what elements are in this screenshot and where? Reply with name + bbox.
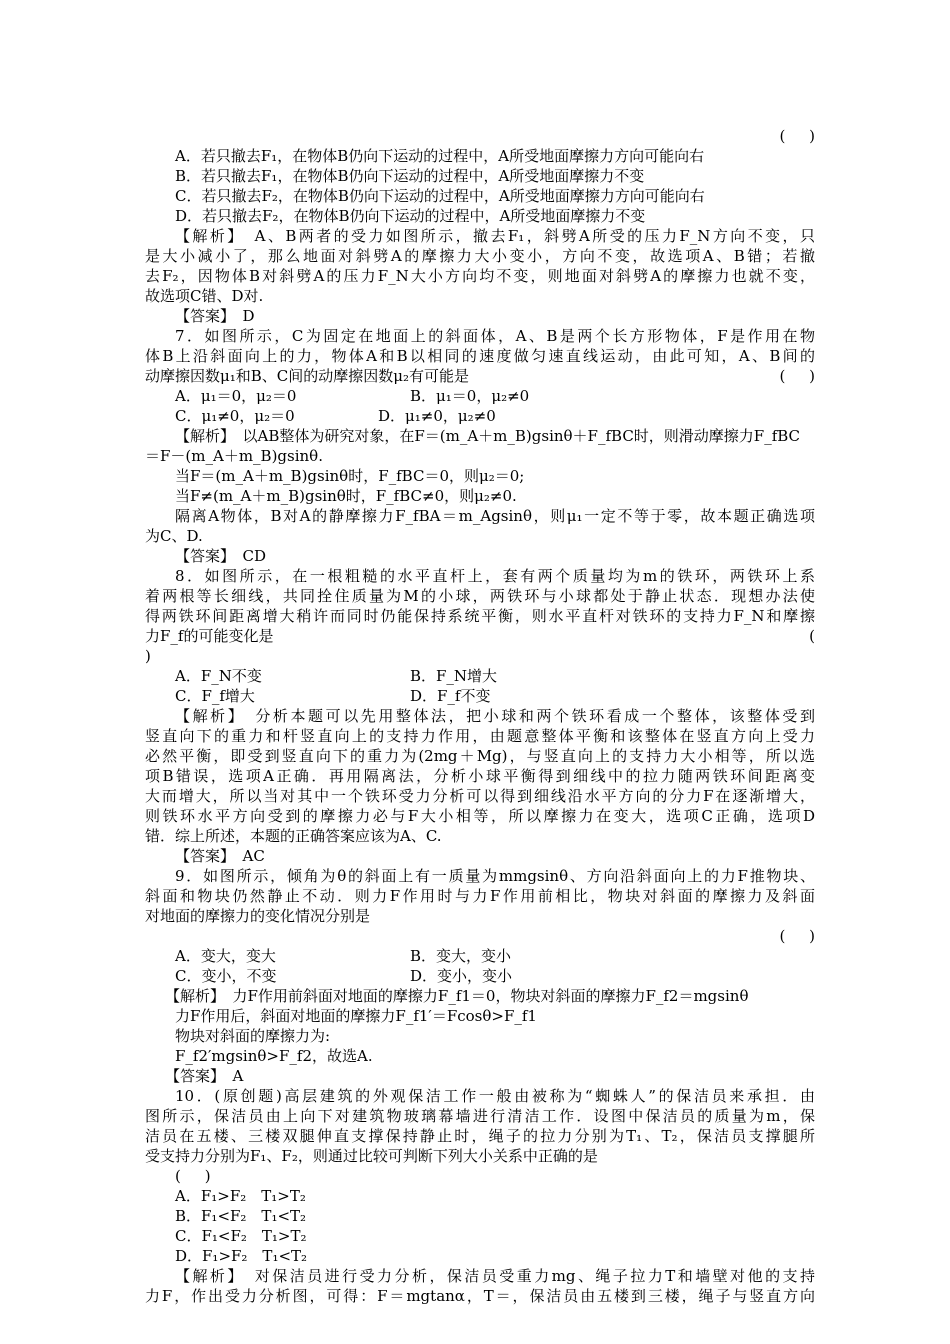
option-a: A．若只撤去F₁，在物体B仍向下运动的过程中，A所受地面摩擦力方向可能向右 xyxy=(175,147,705,165)
answer-line: 【答案】 AC xyxy=(175,847,265,865)
question-line: 对地面的摩擦力的变化情况分别是 xyxy=(145,907,371,925)
analysis-line: 则铁环水平方向受到的摩擦力必与F大小相等，所以摩擦力在变大，选项C正确，选项D xyxy=(145,807,815,825)
question-line: 10．(原创题)高层建筑的外观保洁工作一般由被称为“蜘蛛人”的保洁员来承担．由 xyxy=(175,1087,815,1105)
option-d: D．F₁>F₂ T₁<T₂ xyxy=(175,1247,308,1265)
question-line: 受支持力分别为F₁、F₂，则通过比较可判断下列大小关系中正确的是 xyxy=(145,1147,598,1165)
option-b: B．μ₁＝0，μ₂≠0 xyxy=(410,387,530,405)
analysis-line: 【解析】 力F作用前斜面对地面的摩擦力F_f1＝0，物块对斜面的摩擦力F_f2＝mgsinθ xyxy=(165,987,749,1005)
answer-bracket-close: ) xyxy=(145,647,151,665)
answer-line: 【答案】 CD xyxy=(175,547,267,565)
answer-bracket: ( ) xyxy=(175,1167,211,1185)
analysis-line: 是大小减小了，那么地面对斜劈A的摩擦力大小变小，方向不变，故选项A、B错；若撤 xyxy=(145,247,815,265)
analysis-line: 竖直向下的重力和杆竖直向上的支持力作用，由题意整体平衡和该整体在竖直方向上受力 xyxy=(145,727,815,745)
question-line: 得两铁环间距离增大稍许而同时仍能保持系统平衡，则水平直杆对铁环的支持力F_N和摩擦 xyxy=(145,607,815,625)
option-a: A．变大，变大 xyxy=(175,947,276,965)
analysis-line: 必然平衡，即受到竖直向下的重力为(2mg＋Mg)，与竖直向上的支持力大小相等，所以选 xyxy=(145,747,815,765)
analysis-line: F_f2′mgsinθ>F_f2，故选A. xyxy=(175,1047,373,1065)
option-b: B．变大，变小 xyxy=(410,947,512,965)
option-b: B．F₁<F₂ T₁<T₂ xyxy=(175,1207,307,1225)
option-d: D．μ₁≠0，μ₂≠0 xyxy=(378,407,496,425)
analysis-line: 【解析】 对保洁员进行受力分析，保洁员受重力mg、绳子拉力T和墙壁对他的支持 xyxy=(175,1267,815,1285)
question-line: 7．如图所示，C为固定在地面上的斜面体，A、B是两个长方形物体，F是作用在物 xyxy=(175,327,815,345)
question-line: 动摩擦因数μ₁和B、C间的动摩擦因数μ₂有可能是 xyxy=(145,367,470,385)
analysis-line: 【解析】 分析本题可以先用整体法，把小球和两个铁环看成一个整体，该整体受到 xyxy=(175,707,815,725)
analysis-line: 项B错误，选项A正确．再用隔离法，分析小球平衡得到细线中的拉力随两铁环间距离变 xyxy=(145,767,815,785)
option-c: C．F₁<F₂ T₁>T₂ xyxy=(175,1227,307,1245)
question-line: 图所示，保洁员由上向下对建筑物玻璃幕墙进行清洁工作．设图中保洁员的质量为m，保 xyxy=(145,1107,815,1125)
question-line: 洁员在五楼、三楼双腿伸直支撑保持静止时，绳子的拉力分别为T₁、T₂，保洁员支撑腿所 xyxy=(145,1127,815,1145)
analysis-line: 隔离A物体，B对A的静摩擦力F_fBA＝m_Agsinθ，则μ₁一定不等于零，故本题正确选项 xyxy=(175,507,815,525)
analysis-line: 【解析】 以AB整体为研究对象，在F＝(m_A＋m_B)gsinθ＋F_fBC时，则滑动摩擦力F_fBC xyxy=(175,427,801,445)
analysis-line: 当F＝(m_A＋m_B)gsinθ时，F_fBC＝0，则μ₂＝0; xyxy=(175,467,525,485)
option-c: C．F_f增大 xyxy=(175,687,255,705)
option-a: A．F_N不变 xyxy=(175,667,262,685)
answer-bracket: ( ) xyxy=(779,127,815,145)
option-c: C．变小，不变 xyxy=(175,967,277,985)
question-line: 着两根等长细线，共同拴住质量为M的小球，两铁环与小球都处于静止状态．现想办法使 xyxy=(145,587,815,605)
answer-bracket: ( ) xyxy=(779,367,815,385)
analysis-line: 错．综上所述，本题的正确答案应该为A、C. xyxy=(145,827,442,845)
analysis-line: 当F≠(m_A＋m_B)gsinθ时，F_fBC≠0，则μ₂≠0. xyxy=(175,487,517,505)
question-line: 力F_f的可能变化是 xyxy=(145,627,274,645)
option-b: B．若只撤去F₁，在物体B仍向下运动的过程中，A所受地面摩擦力不变 xyxy=(175,167,645,185)
analysis-line: 去F₂，因物体B对斜劈A的压力F_N大小方向均不变，则地面对斜劈A的摩擦力也就不变， xyxy=(145,267,815,285)
analysis-line: 大而增大，所以当对其中一个铁环受力分析可以得到细线沿水平方向的分力F在逐渐增大， xyxy=(145,787,815,805)
analysis-line: 力F作用后，斜面对地面的摩擦力F_f1′＝Fcosθ>F_f1 xyxy=(175,1007,537,1025)
answer-bracket: ( ) xyxy=(779,927,815,945)
analysis-line: 为C、D. xyxy=(145,527,203,545)
question-line: 体B上沿斜面向上的力，物体A和B以相同的速度做匀速直线运动，由此可知，A、B间的 xyxy=(145,347,815,365)
option-a: A．μ₁＝0，μ₂＝0 xyxy=(175,387,297,405)
analysis-line: 力F，作出受力分析图，可得：F＝mgtanα，T＝，保洁员由五楼到三楼，绳子与竖直方向 xyxy=(145,1287,815,1305)
question-line: 8．如图所示，在一根粗糙的水平直杆上，套有两个质量均为m的铁环，两铁环上系 xyxy=(175,567,815,585)
option-d: D．若只撤去F₂，在物体B仍向下运动的过程中，A所受地面摩擦力不变 xyxy=(175,207,646,225)
answer-line: 【答案】 D xyxy=(175,307,255,325)
answer-line: 【答案】 A xyxy=(165,1067,244,1085)
option-c: C．μ₁≠0，μ₂＝0 xyxy=(175,407,295,425)
analysis-line: 故选项C错、D对. xyxy=(145,287,264,305)
option-d: D．变小，变小 xyxy=(410,967,513,985)
option-b: B．F_N增大 xyxy=(410,667,498,685)
option-c: C．若只撤去F₂，在物体B仍向下运动的过程中，A所受地面摩擦力方向可能向右 xyxy=(175,187,705,205)
question-line: 斜面和物块仍然静止不动．则力F作用时与力F作用前相比，物块对斜面的摩擦力及斜面 xyxy=(145,887,815,905)
analysis-line: ＝F－(m_A＋m_B)gsinθ. xyxy=(145,447,323,465)
option-a: A．F₁>F₂ T₁>T₂ xyxy=(175,1187,306,1205)
question-line: 9．如图所示，倾角为θ的斜面上有一质量为mmgsinθ、方向沿斜面向上的力F推物块、 xyxy=(175,867,815,885)
analysis-line: 【解析】 A、B两者的受力如图所示，撤去F₁，斜劈A所受的压力F_N方向不变，只 xyxy=(175,227,815,245)
option-d: D．F_f不变 xyxy=(410,687,491,705)
answer-bracket-open: ( xyxy=(809,627,815,645)
analysis-line: 物块对斜面的摩擦力为: xyxy=(175,1027,331,1045)
